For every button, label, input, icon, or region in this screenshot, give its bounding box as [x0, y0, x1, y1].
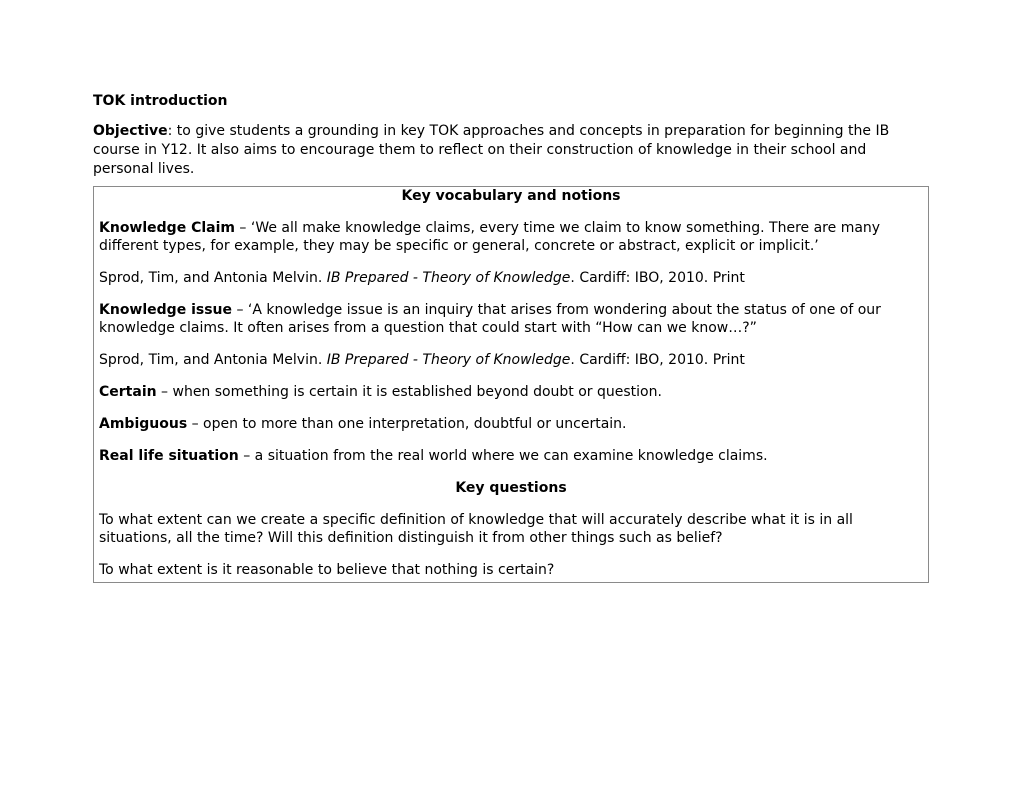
vocab-definition: – open to more than one interpretation, doubtful or uncertain.: [187, 416, 627, 432]
citation-title: IB Prepared - Theory of Knowledge: [326, 352, 571, 368]
vocab-term: Certain: [99, 384, 157, 400]
objective-text: : to give students a grounding in key TOK approaches and concepts in preparation for beginning the IB course in Y12. It also aims to encourage them to reflect on their construction of knowledge in their school and personal lives.: [93, 123, 890, 177]
vocabulary-heading: Key vocabulary and notions: [401, 188, 621, 204]
vocab-entry-knowledge-claim: [99, 219, 923, 255]
vocab-entry-real-life-situation: [99, 447, 923, 465]
citation-authors: Sprod, Tim, and Antonia Melvin.: [99, 352, 327, 368]
document-title: TOK introduction: [93, 93, 228, 109]
questions-heading: Key questions: [455, 480, 567, 496]
citation-publisher: . Cardiff: IBO, 2010. Print: [570, 270, 745, 286]
vocab-definition: – a situation from the real world where we can examine knowledge claims.: [238, 448, 768, 464]
vocabulary-box: [93, 186, 929, 583]
key-question: To what extent can we create a specific definition of knowledge that will accurately describe what it is in all situations, all the time? Will this definition distinguish it from other things such as belief?: [99, 512, 853, 546]
vocab-term: Real life situation: [99, 448, 239, 464]
citation-authors: Sprod, Tim, and Antonia Melvin.: [99, 270, 327, 286]
vocab-definition: – ‘A knowledge issue is an inquiry that arises from wondering about the status of one of our knowledge claims. It often arises from a question that could start with “How can we know…?”: [99, 302, 881, 336]
citation: [99, 351, 923, 369]
vocab-entry-certain: [99, 383, 923, 401]
vocab-definition: – when something is certain it is established beyond doubt or question.: [156, 384, 662, 400]
document-page: [93, 92, 931, 583]
vocab-term: Knowledge Claim: [99, 220, 235, 236]
citation-title: IB Prepared - Theory of Knowledge: [326, 270, 571, 286]
vocab-term: Knowledge issue: [99, 302, 232, 318]
vocab-term: Ambiguous: [99, 416, 188, 432]
vocab-definition: – ‘We all make knowledge claims, every time we claim to know something. There are many different types, for example, they may be specific or general, concrete or abstract, explicit or implicit.’: [99, 220, 881, 254]
citation: [99, 269, 923, 287]
objective-label: Objective: [93, 123, 168, 139]
objective-paragraph: [93, 122, 931, 179]
key-question: To what extent is it reasonable to believe that nothing is certain?: [99, 562, 555, 578]
vocab-entry-knowledge-issue: [99, 301, 923, 337]
citation-publisher: . Cardiff: IBO, 2010. Print: [570, 352, 745, 368]
vocab-entry-ambiguous: [99, 415, 923, 433]
